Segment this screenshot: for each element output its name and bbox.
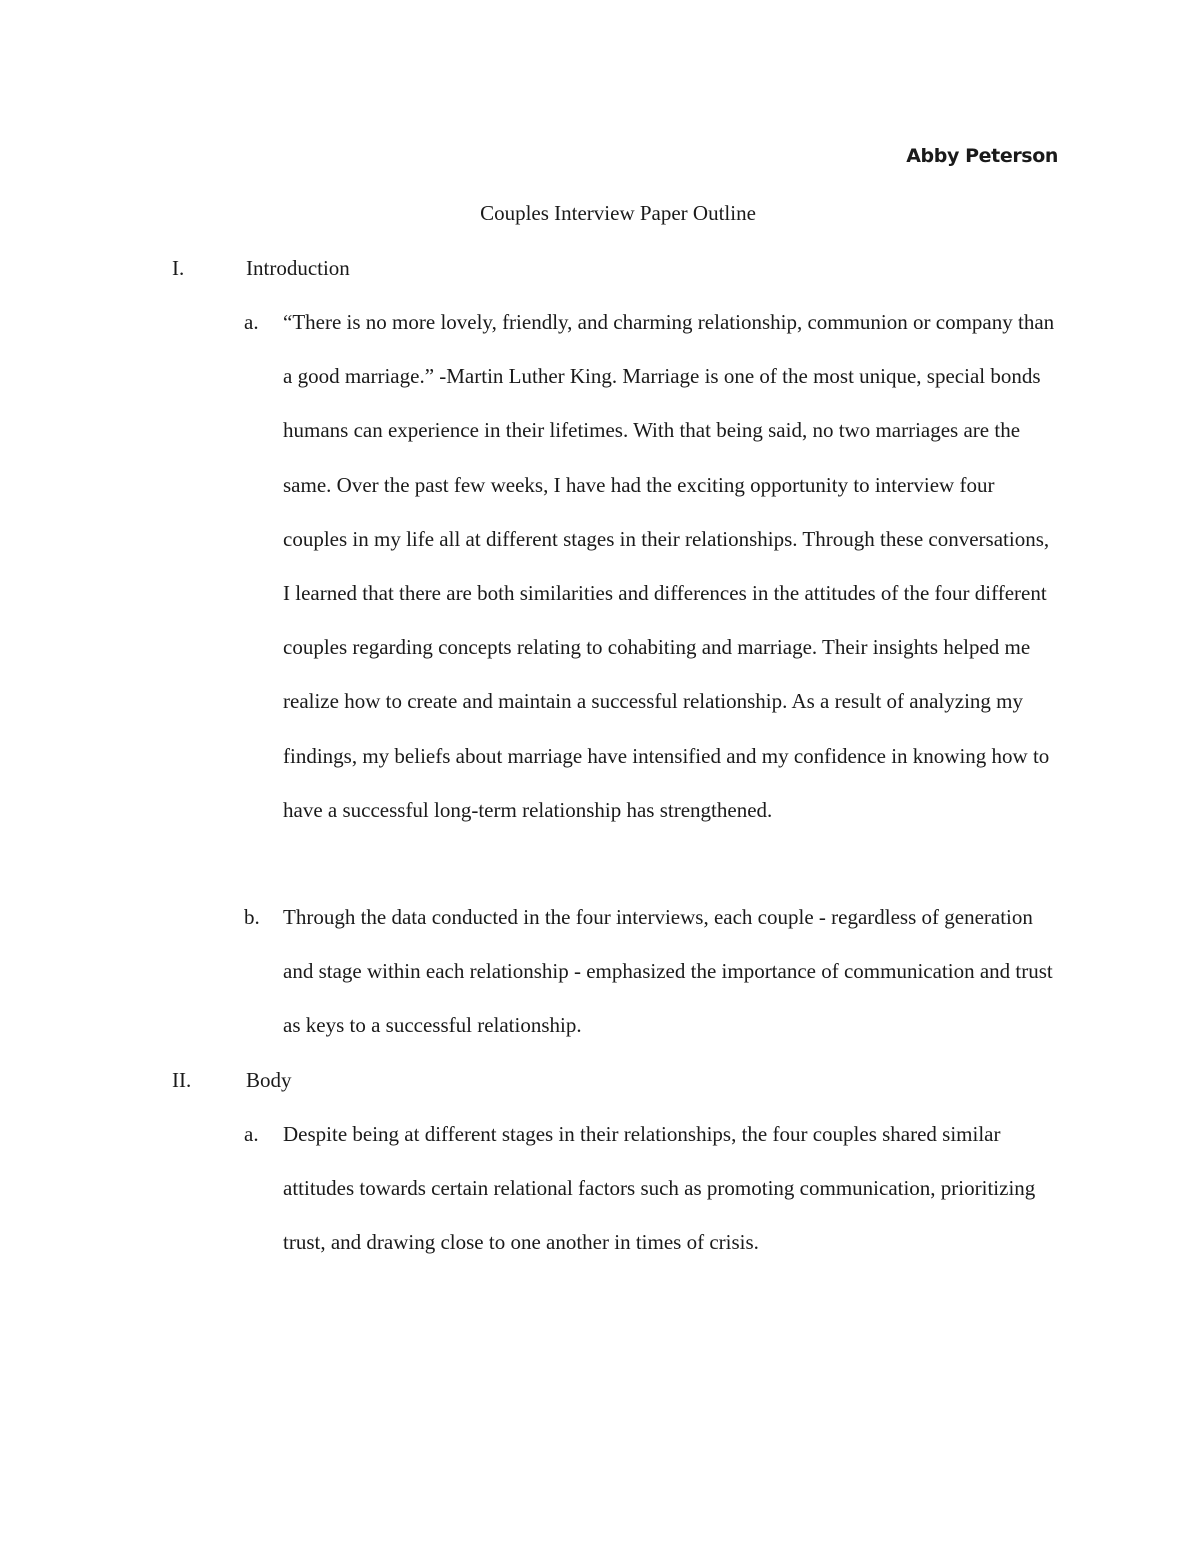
section-title: Body <box>246 1068 292 1092</box>
item-letter: a. <box>244 1122 259 1146</box>
section-heading-body <box>172 1066 292 1094</box>
item-text: “There is no more lovely, friendly, and charming relationship, communion or company than a good marriage.” -Martin Luther King. Marriage is one of the most unique, special bonds humans can experience in their lifetimes. With that being said, no two marriages are the same. Over the past few weeks, I have had the exciting opportunity to interview four couples in my life all at different stages in their relationships. Through these conversations, I learned that there are both similarities and differences in the attitudes of the four different couples regarding concepts relating to cohabiting and marriage. Their insights helped me realize how to create and maintain a successful relationship. As a result of analyzing my findings, my beliefs about marriage have intensified and my confidence in knowing how to have a successful long-term relationship has strengthened. <box>283 310 1055 822</box>
section-numeral: I. <box>172 256 185 280</box>
outline-item-body-a <box>244 1107 1059 1270</box>
outline-item-intro-b <box>244 890 1059 1053</box>
section-title: Introduction <box>246 256 350 280</box>
item-letter: b. <box>244 905 260 929</box>
item-text: Through the data conducted in the four interviews, each couple - regardless of generation and stage within each relationship - emphasized the importance of communication and trust as keys to a successful relationship. <box>283 905 1053 1038</box>
document-title: Couples Interview Paper Outline <box>480 201 756 225</box>
section-heading-introduction <box>172 254 350 282</box>
item-text: Despite being at different stages in their relationships, the four couples shared similar attitudes towards certain relational factors such as promoting communication, prioritizing trust, and drawing close to one another in times of crisis. <box>283 1122 1036 1255</box>
section-numeral: II. <box>172 1068 192 1092</box>
outline-item-intro-a <box>244 295 1059 837</box>
author-name: Abby Peterson <box>906 145 1058 167</box>
item-letter: a. <box>244 310 259 334</box>
